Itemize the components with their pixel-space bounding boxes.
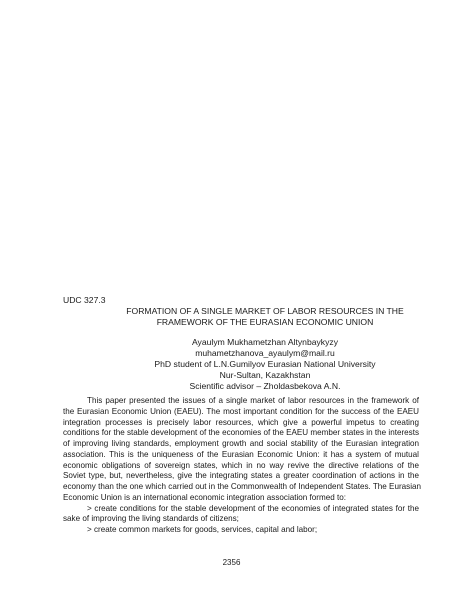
title-line: FRAMEWORK OF THE EURASIAN ECONOMIC UNION: [156, 316, 374, 327]
udc-code: UDC 327.3: [63, 295, 106, 305]
abstract-line: sake of improving the living standards of citizens;: [63, 514, 239, 524]
abstract-list-item: > create conditions for the stable development of the economies of integrated states for the: [87, 503, 419, 513]
abstract-line: Economic Union is an international economic integration association formed to:: [63, 492, 346, 502]
abstract-line: the Eurasian Economic Union (EAEU). The most important condition for the success of the EAEU: [63, 406, 419, 416]
title-line: FORMATION OF A SINGLE MARKET OF LABOR RESOURCES IN THE: [126, 306, 404, 316]
abstract-line: Soviet type, but, nevertheless, give the integrating states a greater coordination of actions in the: [63, 471, 419, 481]
abstract-body: [63, 396, 419, 536]
author-location: Nur-Sultan, Kazakhstan: [219, 370, 311, 380]
abstract-line: economic obligations of sovereign states, which in no way revive the directive relations of the: [63, 460, 419, 470]
page-number: 2356: [222, 558, 241, 567]
author-position: PhD student of L.N.Gumilyov Eurasian National University: [154, 359, 376, 369]
abstract-line: This paper presented the issues of a single market of labor resources in the framework of: [87, 396, 419, 405]
abstract-line: conditions for the stable development of the economies of the EAEU member states in the interests: [63, 428, 419, 438]
abstract-line: economy than the one which carried out in the Commonwealth of Independent States. The Eurasian: [63, 482, 421, 491]
abstract-list-item: > create common markets for goods, services, capital and labor;: [87, 525, 318, 534]
author-block: [100, 337, 430, 392]
paper-title: [100, 306, 430, 327]
scientific-advisor: Scientific advisor – Zholdasbekova A.N.: [189, 381, 341, 391]
abstract-line: integration processes is precisely labor resources, which give a powerful impetus to creating: [63, 417, 419, 427]
abstract-line: of improving living standards, employment growth and social stability of the Eurasian integration: [63, 439, 419, 448]
author-name: Ayaulym Mukhametzhan Altynbaykyzy: [191, 337, 338, 347]
author-email: muhametzhanova_ayaulym@mail.ru: [195, 348, 335, 358]
abstract-line: association. This is the uniqueness of the Eurasian Economic Union: it has a system of mutual: [63, 449, 419, 459]
